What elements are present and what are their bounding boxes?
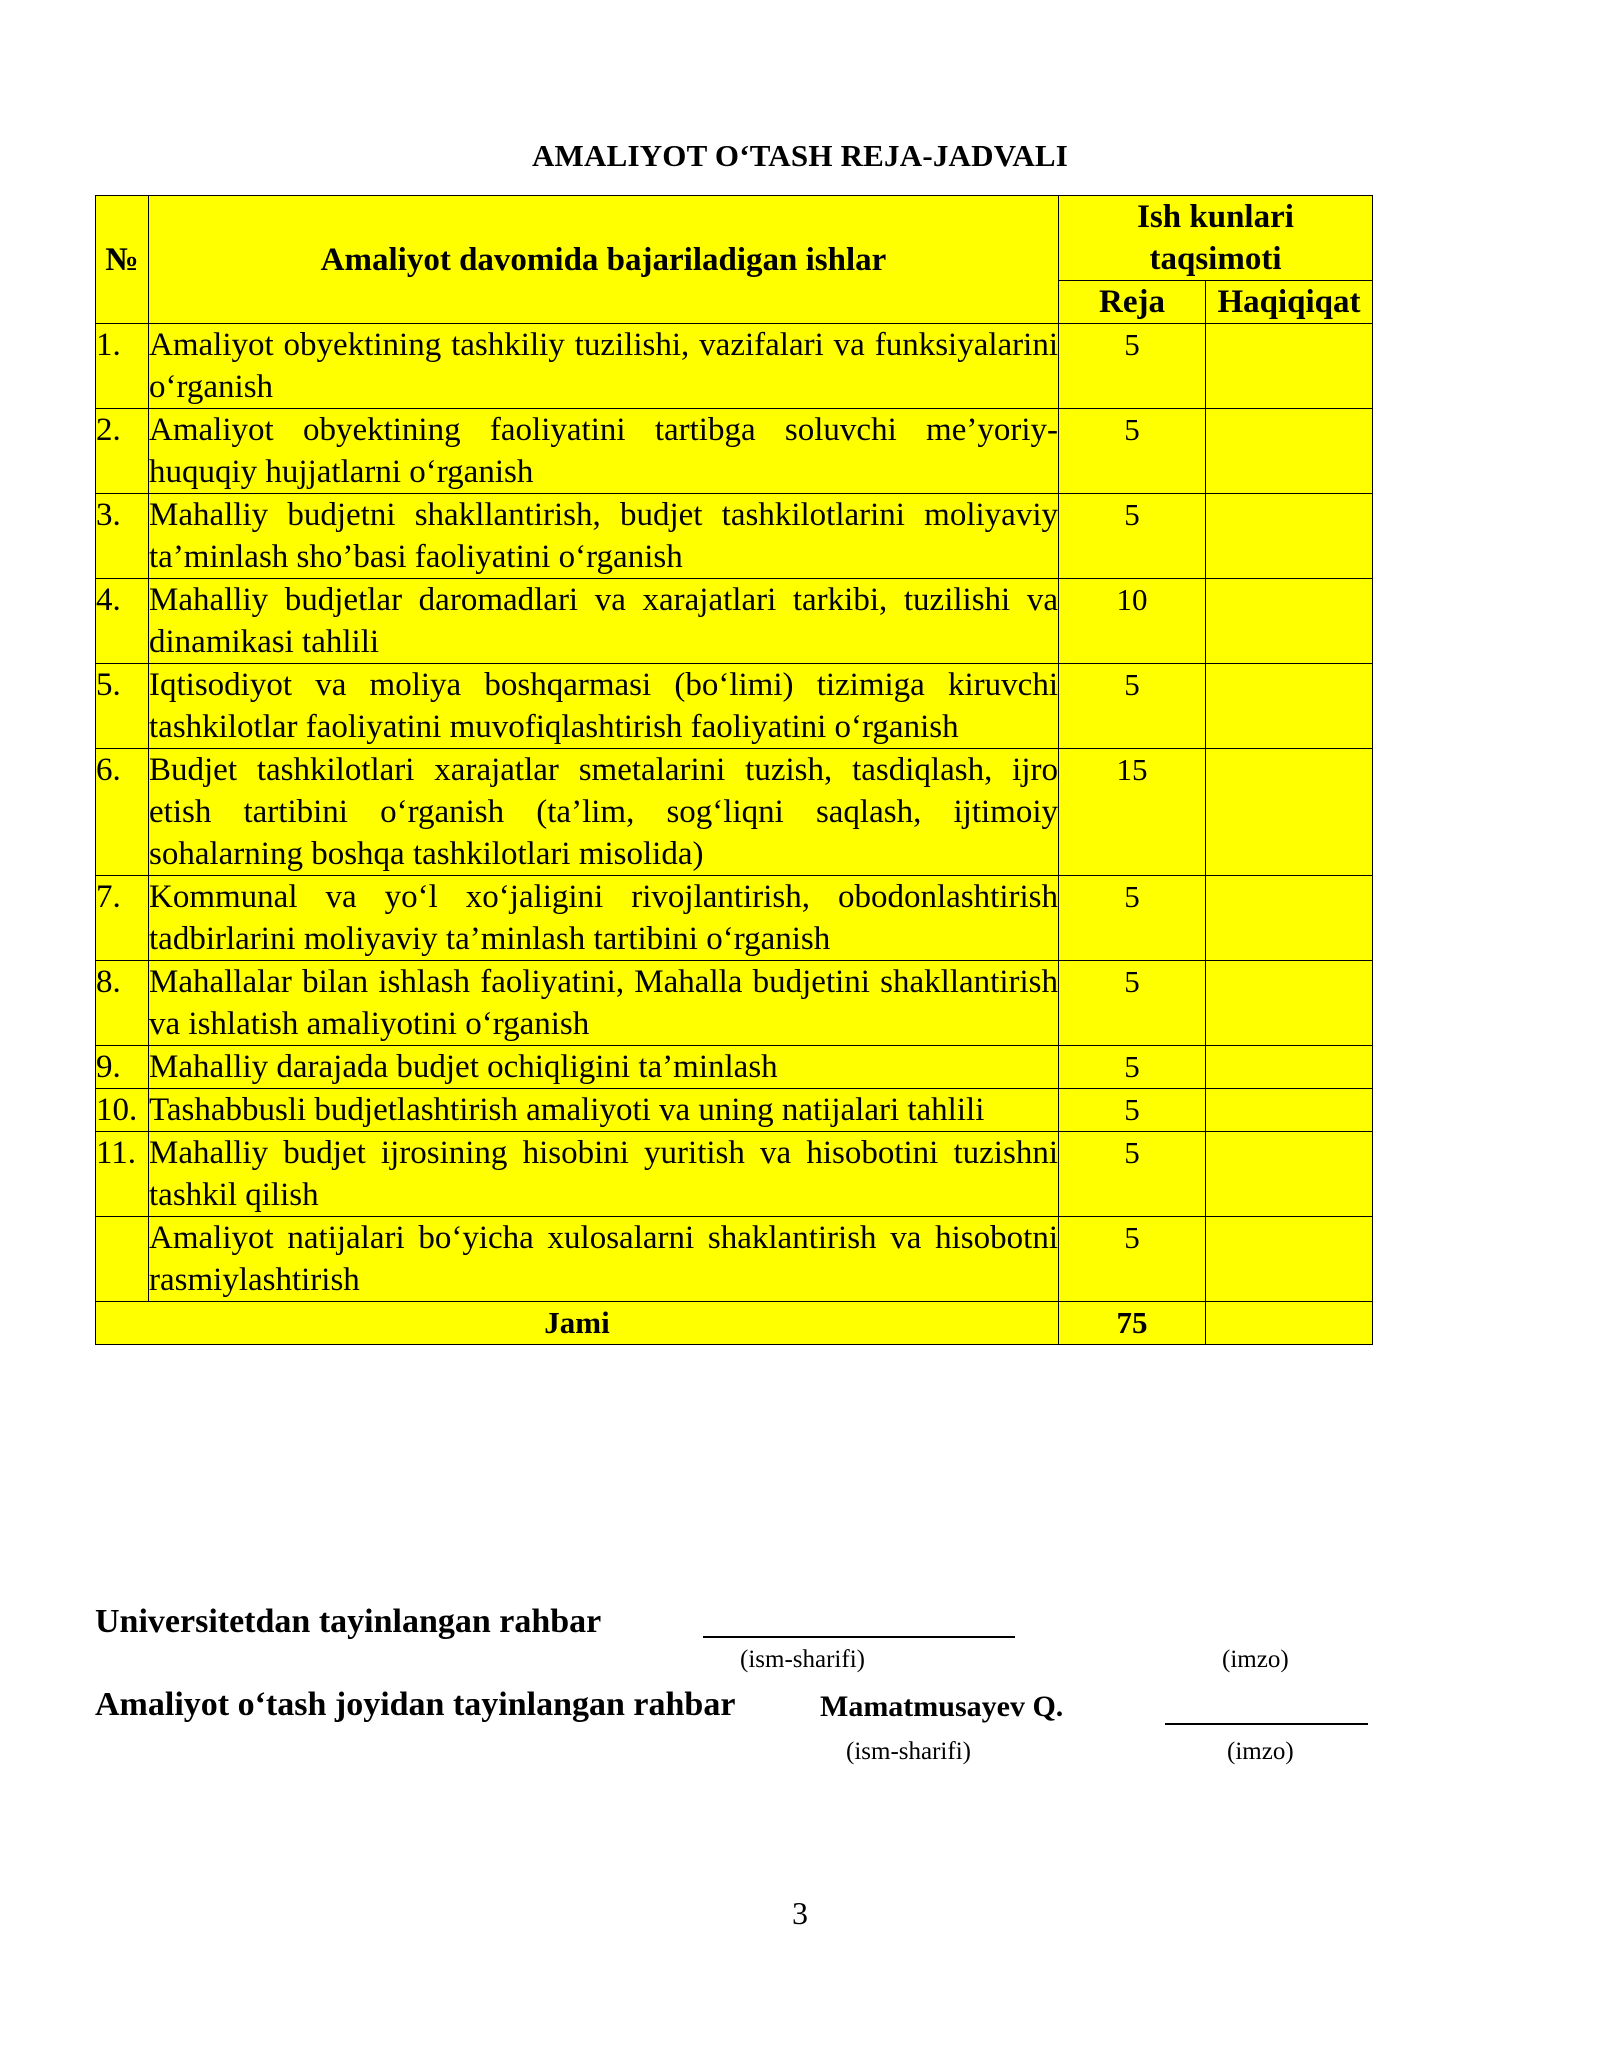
row-actual-days [1206, 409, 1373, 494]
table-row [96, 579, 1373, 664]
row-plan-days: 10 [1059, 579, 1206, 664]
row-task: Mahalliy budjet ijrosining hisobini yuritish va hisobotini tuzishni tashkil qilish [149, 1132, 1059, 1217]
workplace-sign-caption: (imzo) [1227, 1738, 1294, 1765]
row-actual-days [1206, 664, 1373, 749]
total-actual [1206, 1302, 1373, 1345]
row-task: Mahalliy budjetlar daromadlari va xarajatlari tarkibi, tuzilishi va dinamikasi tahlili [149, 579, 1059, 664]
row-plan-days: 5 [1059, 324, 1206, 409]
row-task: Mahalliy budjetni shakllantirish, budjet tashkilotlarini moliyaviy ta’minlash sho’basi faoliyatini o‘rganish [149, 494, 1059, 579]
university-name-caption: (ism-sharifi) [740, 1646, 865, 1673]
row-plan-days: 15 [1059, 749, 1206, 876]
workplace-sign-line [1165, 1723, 1368, 1725]
table-row [96, 961, 1373, 1046]
table-row [96, 494, 1373, 579]
row-actual-days [1206, 749, 1373, 876]
row-plan-days: 5 [1059, 664, 1206, 749]
row-actual-days [1206, 324, 1373, 409]
row-plan-days: 5 [1059, 1089, 1206, 1132]
total-plan: 75 [1059, 1302, 1206, 1345]
total-row [96, 1302, 1373, 1345]
row-actual-days [1206, 494, 1373, 579]
row-plan-days: 5 [1059, 494, 1206, 579]
plan-table [95, 195, 1373, 1345]
total-label: Jami [96, 1302, 1059, 1345]
row-task: Amaliyot natijalari bo‘yicha xulosalarni shaklantirish va hisobotni rasmiylashtirish [149, 1217, 1059, 1302]
row-number [96, 1217, 149, 1302]
university-sign-caption: (imzo) [1222, 1646, 1289, 1673]
workplace-supervisor-label: Amaliyot o‘tash joyidan tayinlangan rahbar [95, 1686, 736, 1723]
row-task: Kommunal va yo‘l xo‘jaligini rivojlantirish, obodonlashtirish tadbirlarini moliyaviy ta’minlash tartibini o‘rganish [149, 876, 1059, 961]
row-plan-days: 5 [1059, 1046, 1206, 1089]
header-plan: Reja [1059, 281, 1206, 324]
row-plan-days: 5 [1059, 409, 1206, 494]
table-row [96, 749, 1373, 876]
table-row [96, 664, 1373, 749]
document-title: AMALIYOT O‘TASH REJA-JADVALI [531, 138, 1069, 173]
row-actual-days [1206, 1046, 1373, 1089]
header-number: № [96, 196, 149, 324]
table-row [96, 1089, 1373, 1132]
row-task: Amaliyot obyektining tashkiliy tuzilishi, vazifalari va funksiyalarini o‘rganish [149, 324, 1059, 409]
table-row [96, 324, 1373, 409]
row-task: Mahallalar bilan ishlash faoliyatini, Mahalla budjetini shakllantirish va ishlatish amaliyotini o‘rganish [149, 961, 1059, 1046]
row-plan-days: 5 [1059, 1217, 1206, 1302]
row-number: 10. [96, 1089, 149, 1132]
row-plan-days: 5 [1059, 876, 1206, 961]
row-actual-days [1206, 1217, 1373, 1302]
row-number: 9. [96, 1046, 149, 1089]
row-number: 11. [96, 1132, 149, 1217]
row-number: 4. [96, 579, 149, 664]
row-task: Mahalliy darajada budjet ochiqligini ta’minlash [149, 1046, 1059, 1089]
row-actual-days [1206, 1089, 1373, 1132]
row-actual-days [1206, 876, 1373, 961]
page-number: 3 [792, 1895, 808, 1931]
row-task: Budjet tashkilotlari xarajatlar smetalarini tuzish, tasdiqlash, ijro etish tartibini o‘rganish (ta’lim, sog‘liqni saqlash, ijtimoiy sohalarning boshqa tashkilotlari misolida) [149, 749, 1059, 876]
row-number: 7. [96, 876, 149, 961]
row-task: Tashabbusli budjetlashtirish amaliyoti va uning natijalari tahlili [149, 1089, 1059, 1132]
row-number: 8. [96, 961, 149, 1046]
row-actual-days [1206, 579, 1373, 664]
row-task: Amaliyot obyektining faoliyatini tartibga soluvchi me’yoriy-huquqiy hujjatlarni o‘rganish [149, 409, 1059, 494]
row-task: Iqtisodiyot va moliya boshqarmasi (bo‘limi) tizimiga kiruvchi tashkilotlar faoliyatini muvofiqlashtirish faoliyatini o‘rganish [149, 664, 1059, 749]
university-supervisor-label: Universitetdan tayinlangan rahbar [95, 1603, 602, 1640]
row-actual-days [1206, 1132, 1373, 1217]
workplace-supervisor-name: Mamatmusayev Q. [820, 1690, 1064, 1723]
row-plan-days: 5 [1059, 961, 1206, 1046]
row-number: 3. [96, 494, 149, 579]
table-row [96, 876, 1373, 961]
header-actual: Haqiqiqat [1206, 281, 1373, 324]
table-row [96, 1046, 1373, 1089]
header-tasks: Amaliyot davomida bajariladigan ishlar [149, 196, 1059, 324]
header-days-group: Ish kunlari taqsimoti [1059, 196, 1373, 281]
row-plan-days: 5 [1059, 1132, 1206, 1217]
university-name-line [703, 1636, 1015, 1638]
row-number: 2. [96, 409, 149, 494]
row-number: 5. [96, 664, 149, 749]
row-number: 1. [96, 324, 149, 409]
row-number: 6. [96, 749, 149, 876]
row-actual-days [1206, 961, 1373, 1046]
table-row [96, 1132, 1373, 1217]
plan-table-body [96, 324, 1373, 1302]
table-row [96, 1217, 1373, 1302]
table-row [96, 409, 1373, 494]
workplace-name-caption: (ism-sharifi) [846, 1738, 971, 1765]
